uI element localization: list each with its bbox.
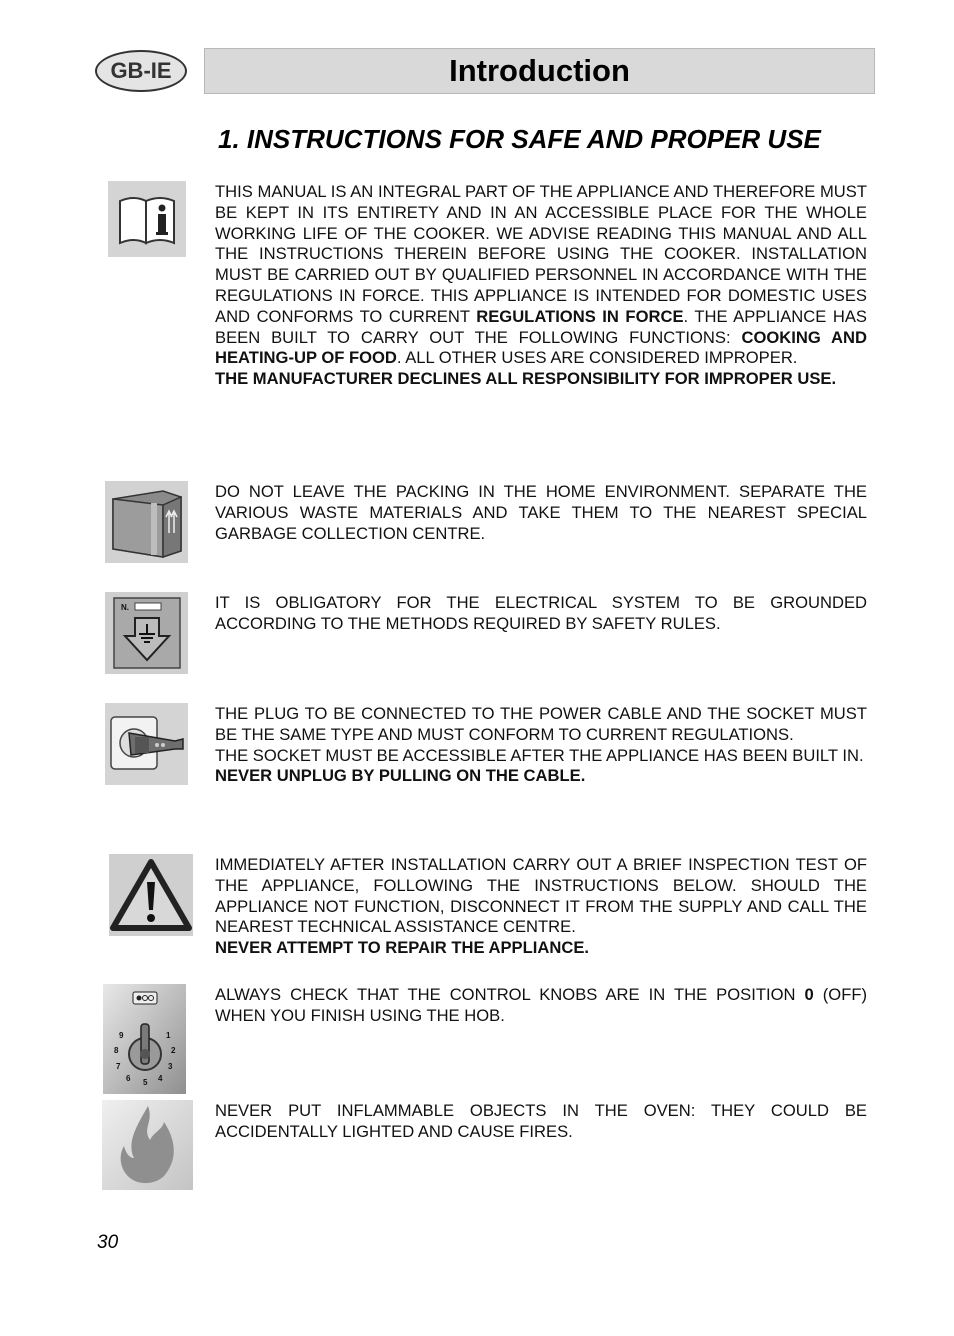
plug-warning: NEVER UNPLUG BY PULLING ON THE CABLE. (215, 766, 586, 786)
ground-symbol-icon (105, 592, 188, 674)
packing-notice (215, 482, 867, 544)
dial-number-5: 5 (143, 1078, 148, 1087)
inspection-warning: NEVER ATTEMPT TO REPAIR THE APPLIANCE. (215, 938, 589, 958)
inspection-notice (215, 855, 867, 959)
plug-paragraph-1: THE PLUG TO BE CONNECTED TO THE POWER CABLE AND THE SOCKET MUST BE THE SAME TYPE AND MUST CONFORM TO CURRENT REGULATIONS. (215, 704, 867, 744)
language-badge: GB-IE (95, 50, 187, 92)
dial-number-9: 9 (119, 1031, 124, 1040)
grounding-paragraph: IT IS OBLIGATORY FOR THE ELECTRICAL SYSTEM TO BE GROUNDED ACCORDING TO THE METHODS REQUIRED BY SAFETY RULES. (215, 593, 867, 633)
dial-number-8: 8 (114, 1046, 119, 1055)
plug-socket-icon (105, 703, 188, 785)
grounding-notice (215, 593, 867, 635)
dial-number-4: 4 (158, 1074, 163, 1083)
warning-triangle-icon (109, 854, 193, 936)
knobs-notice (215, 985, 867, 1027)
inspection-paragraph: IMMEDIATELY AFTER INSTALLATION CARRY OUT A BRIEF INSPECTION TEST OF THE APPLIANCE, FOLLOWING THE INSTRUCTIONS BELOW. SHOULD THE APPLIANCE NOT FUNCTION, DISCONNECT IT FROM THE SUPPLY AND CALL THE NEAREST TECHNICAL ASSISTANCE CENTRE. (215, 855, 867, 937)
dial-number-3: 3 (168, 1062, 173, 1071)
manual-paragraph: THIS MANUAL IS AN INTEGRAL PART OF THE APPLIANCE AND THEREFORE MUST BE KEPT IN ITS ENTIRETY AND IN AN ACCESSIBLE PLACE FOR THE WHOLE WORKING LIFE OF THE COOKER. WE ADVISE READING THIS MANUAL AND ALL THE INSTRUCTIONS THEREIN BEFORE USING THE COOKER. INSTALLATION MUST BE CARRIED OUT BY QUALIFIED PERSONNEL IN ACCORDANCE WITH THE REGULATIONS IN FORCE. THIS APPLIANCE IS INTENDED FOR DOMESTIC USES AND CONFORMS TO CURRENT REGULATIONS IN FORCE. THE APPLIANCE HAS BEEN BUILT TO CARRY OUT THE FOLLOWING FUNCTIONS: COOKING AND HEATING-UP OF FOOD. ALL OTHER USES ARE CONSIDERED IMPROPER. (215, 182, 867, 368)
page-number: 30 (97, 1232, 119, 1253)
packing-paragraph: DO NOT LEAVE THE PACKING IN THE HOME ENVIRONMENT. SEPARATE THE VARIOUS WASTE MATERIALS AND TAKE THEM TO THE NEAREST SPECIAL GARBAGE COLLECTION CENTRE. (215, 482, 867, 543)
manual-info-icon (108, 181, 186, 257)
plug-paragraph-2: THE SOCKET MUST BE ACCESSIBLE AFTER THE APPLIANCE HAS BEEN BUILT IN. (215, 745, 864, 765)
dial-number-1: 1 (166, 1031, 171, 1040)
fire-paragraph: NEVER PUT INFLAMMABLE OBJECTS IN THE OVEN: THEY COULD BE ACCIDENTALLY LIGHTED AND CAUSE FIRES. (215, 1101, 867, 1141)
chapter-title: 1. INSTRUCTIONS FOR SAFE AND PROPER USE (218, 124, 821, 154)
manual-disclaimer: THE MANUFACTURER DECLINES ALL RESPONSIBILITY FOR IMPROPER USE. (215, 369, 837, 389)
section-header (204, 48, 875, 94)
fire-notice (215, 1101, 867, 1143)
plug-notice (215, 704, 867, 787)
ground-label: N. (121, 603, 129, 612)
knobs-paragraph: ALWAYS CHECK THAT THE CONTROL KNOBS ARE IN THE POSITION 0 (OFF) WHEN YOU FINISH USING THE HOB. (215, 985, 868, 1025)
packing-box-icon (105, 481, 188, 563)
flame-icon (102, 1100, 193, 1190)
dial-number-6: 6 (126, 1074, 131, 1083)
dial-number-7: 7 (116, 1062, 121, 1071)
manual-notice (215, 182, 867, 390)
section-title: Introduction (449, 53, 630, 88)
dial-number-2: 2 (171, 1046, 176, 1055)
control-knob-icon (103, 984, 186, 1094)
